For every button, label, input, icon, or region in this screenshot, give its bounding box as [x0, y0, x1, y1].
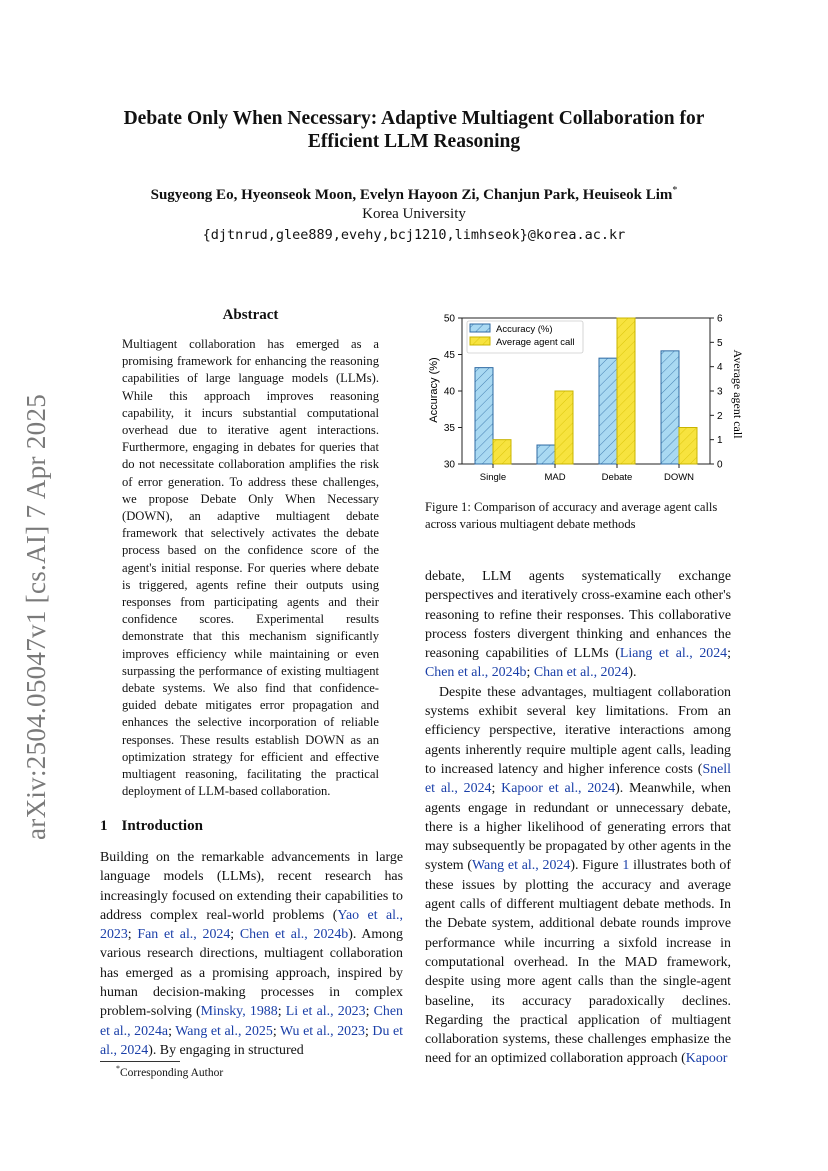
y-tick-label-right: 6 — [717, 313, 723, 325]
section-number: 1 — [100, 818, 108, 834]
citation-link[interactable]: Fan et al., 2024 — [137, 927, 231, 943]
intro-paragraph: Building on the remarkable advancements in large language models (LLMs), recent research has increasingly focused on extending their capabilities to address complex real-world problems (Yao et al., 2023; Fan et al., 2024; Chen et al., 2024b). Among various research directions, multiagent collaboration has emerged as a promising approach, inspired by human decision-making processes in complex problem-solving (Minsky, 1988; Li et al., 2023; Chen et al., 2024a; Wang et al., 2025; Wu et al., 2023; Du et al., 2024). By engaging in structured — [100, 850, 403, 1058]
abstract-heading: Abstract — [222, 307, 279, 323]
legend-swatch — [470, 324, 490, 332]
section-title: Introduction — [121, 818, 203, 834]
text-run: ). Figure — [570, 858, 623, 874]
bar-agent-call — [555, 391, 573, 464]
y-axis-label-left: Accuracy (%) — [428, 357, 440, 423]
y-tick-label-left: 30 — [443, 459, 455, 471]
bar-agent-call — [493, 440, 511, 464]
legend-label: Accuracy (%) — [496, 324, 553, 335]
citation-link[interactable]: Liang et al., 2024 — [619, 646, 728, 662]
plot-area — [444, 314, 723, 484]
x-tick-label: DOWN — [663, 472, 695, 483]
paper-title — [0, 107, 828, 153]
arxiv-identifier: arXiv:2504.05047v1 [cs.AI] 7 Apr 2025 — [21, 393, 51, 840]
figure-1-chart — [420, 308, 750, 488]
text-run: ). Meanwhile, when agents engage in redundant or unnecessary debate, there is a higher likelihood of generating errors that may subsequently be propagated by other agents in the system ( — [425, 781, 731, 874]
intro-text-3: ). By engaging in structured — [148, 1042, 304, 1058]
bar-accuracy — [661, 351, 679, 464]
bar-agent-call — [679, 428, 697, 465]
y-tick-label-left: 40 — [443, 386, 455, 398]
citation-link[interactable]: Chen et al., 2024b — [239, 927, 349, 943]
footnote-rule — [100, 1061, 180, 1062]
y-tick-label-right: 2 — [717, 410, 723, 422]
citation-link[interactable]: Minsky, 1988 — [200, 1004, 278, 1020]
footnote-mark: * — [116, 1064, 120, 1073]
citation-link[interactable]: Wang et al., 2025 — [175, 1023, 273, 1039]
bar-accuracy — [599, 358, 617, 464]
section-heading-introduction — [100, 818, 217, 835]
bar-accuracy — [537, 445, 555, 464]
text-run: debate, LLM agents systematically exchange perspectives and iteratively cross-examine each other's reasoning to refine their responses. This collaborative process fosters divergent thinking and enhances the reasoning capabilities of LLMs ( — [425, 569, 731, 662]
citation-link[interactable]: Chen et al., 2024b — [425, 665, 527, 681]
text-run: ). — [628, 665, 637, 681]
footnote — [116, 1064, 223, 1079]
citation-link[interactable]: Kapoor et al., 2024 — [501, 781, 616, 797]
x-tick-label: Debate — [601, 472, 633, 483]
author-list — [0, 185, 828, 204]
citation-link[interactable]: Du et al., 2024 — [100, 1023, 403, 1058]
citation-link[interactable]: Yao et al., 2023 — [100, 907, 403, 943]
figure-reference-link[interactable]: 1 — [622, 858, 630, 874]
y-tick-label-left: 35 — [443, 423, 455, 434]
x-tick-label: MAD — [544, 472, 566, 483]
affiliation: Korea University — [362, 206, 466, 222]
y-axis-label-right: Average agent call — [731, 349, 745, 439]
bar-agent-call — [617, 318, 635, 464]
y-tick-label-right: 1 — [717, 435, 723, 447]
citation-link[interactable]: Snell et al., 2024 — [425, 761, 731, 797]
citation-link[interactable]: Chen et al., 2024a — [100, 1004, 403, 1039]
y-tick-label-left: 45 — [443, 350, 455, 361]
title-line-1: Debate Only When Necessary: Adaptive Multiagent Collaboration for — [123, 108, 705, 129]
y-tick-label-left: 50 — [443, 313, 455, 325]
citation-link[interactable]: Chan et al., 2024 — [533, 665, 629, 681]
text-run: Despite these advantages, multiagent collaboration systems exhibit several key limitations. From an efficiency perspective, iterative interactions among agents inherently require multiple agent calls, leading to increased latency and higher inference costs ( — [425, 684, 731, 777]
abstract-text: Multiagent collaboration has emerged as a promising framework for enhancing the reasoning capabilities of large language models (LLMs). While this approach improves reasoning capability, it incurs substantial computational overhead due to iterative agent interactions. Furthermore, engaging in debates for queries that do not necessitate collaboration amplifies the risk of error generation. To address these challenges, we propose Debate Only When Necessary (DOWN), an adaptive multiagent debate framework that selectively activates the debate process based on the confidence score of the agent's initial response. For queries where debate is triggered, agents refine their outputs using responses from participating agents and their confidence scores. Experimental results demonstrate that this mechanism significantly improves efficiency while maintaining or even surpassing the performance of existing multiagent debate systems. We also find that confidence-guided debate mitigates error propagation and enhances the selective incorporation of reliable responses. These results establish DOWN as an optimization strategy for efficient and effective multiagent reasoning, facilitating the practical deployment of LLM-based collaboration. — [122, 337, 379, 799]
authors-text: Sugyeong Eo, Hyeonseok Moon, Evelyn Hayoon Zi, Chanjun Park, Heuiseok Lim — [150, 187, 673, 203]
intro-text-2: ). Among various research directions, multiagent collaboration has emerged as a promising approach, inspired by human decision-making processes in complex problem-solving ( — [100, 927, 403, 1020]
intro-text-1: Building on the remarkable advancements in large language models (LLMs), recent research has increasingly focused on extending their capabilities to address complex real-world problems ( — [100, 850, 403, 923]
paragraph: Despite these advantages, multiagent collaboration systems exhibit several key limitations. From an efficiency perspective, iterative interactions among agents inherently require multiple agent calls, leading to increased latency and higher inference costs (Snell et al., 2024; Kapoor et al., 2024). Meanwhile, when agents engage in redundant or unnecessary debate, there is a higher likelihood of generating errors that may subsequently be propagated by other agents in the system (Wang et al., 2024). Figure 1 illustrates both of these issues by plotting the accuracy and average agent calls of different multiagent debate methods. In the Debate system, additional debate rounds improve performance while incurring a sixfold increase in computational overhead. In the MAD framework, despite using more agent calls than the single-agent baseline, its accuracy paradoxically declines. Regarding the practical application of multiagent collaboration systems, these challenges emphasize the need for an optimized collaboration approach (Kapoor — [425, 684, 731, 1067]
paragraph: debate, LLM agents systematically exchange perspectives and iteratively cross-examine each other's reasoning to refine their responses. This collaborative process fosters divergent thinking and enhances the reasoning capabilities of LLMs (Liang et al., 2024; Chen et al., 2024b; Chan et al., 2024). — [425, 569, 731, 681]
title-line-2: Efficient LLM Reasoning — [307, 131, 521, 152]
legend-label: Average agent call — [496, 337, 575, 348]
figure-caption: Figure 1: Comparison of accuracy and average agent calls across various multiagent debate methods — [425, 500, 718, 531]
y-tick-label-right: 5 — [717, 337, 723, 349]
y-tick-label-right: 4 — [717, 362, 723, 374]
author-emails: {djtnrud,glee889,evehy,bcj1210,limhseok}@korea.ac.kr — [202, 227, 626, 243]
bar-accuracy — [475, 368, 493, 464]
author-footnote-mark: * — [672, 185, 678, 196]
citation-link[interactable]: Li et al., 2023 — [285, 1004, 366, 1020]
right-column-text — [425, 567, 731, 1069]
footnote-text: Corresponding Author — [120, 1066, 224, 1079]
y-tick-label-right: 3 — [717, 386, 723, 398]
citation-link[interactable]: Kapoor — [685, 1051, 728, 1067]
citation-link[interactable]: Wang et al., 2024 — [472, 858, 571, 874]
y-tick-label-right: 0 — [717, 459, 723, 471]
citation-link[interactable]: Wu et al., 2023 — [280, 1023, 365, 1039]
x-tick-label: Single — [479, 472, 507, 483]
legend-swatch — [470, 337, 490, 345]
text-run: illustrates both of these issues by plotting the accuracy and average agent calls of different multiagent debate methods. In the Debate system, additional debate rounds improve performance while incurring a sixfold increase in computational overhead. In the MAD framework, despite using more agent calls than the single-agent baseline, its accuracy paradoxically declines. Regarding the practical application of multiagent collaboration systems, these challenges emphasize the need for an optimized collaboration approach ( — [425, 858, 731, 1067]
